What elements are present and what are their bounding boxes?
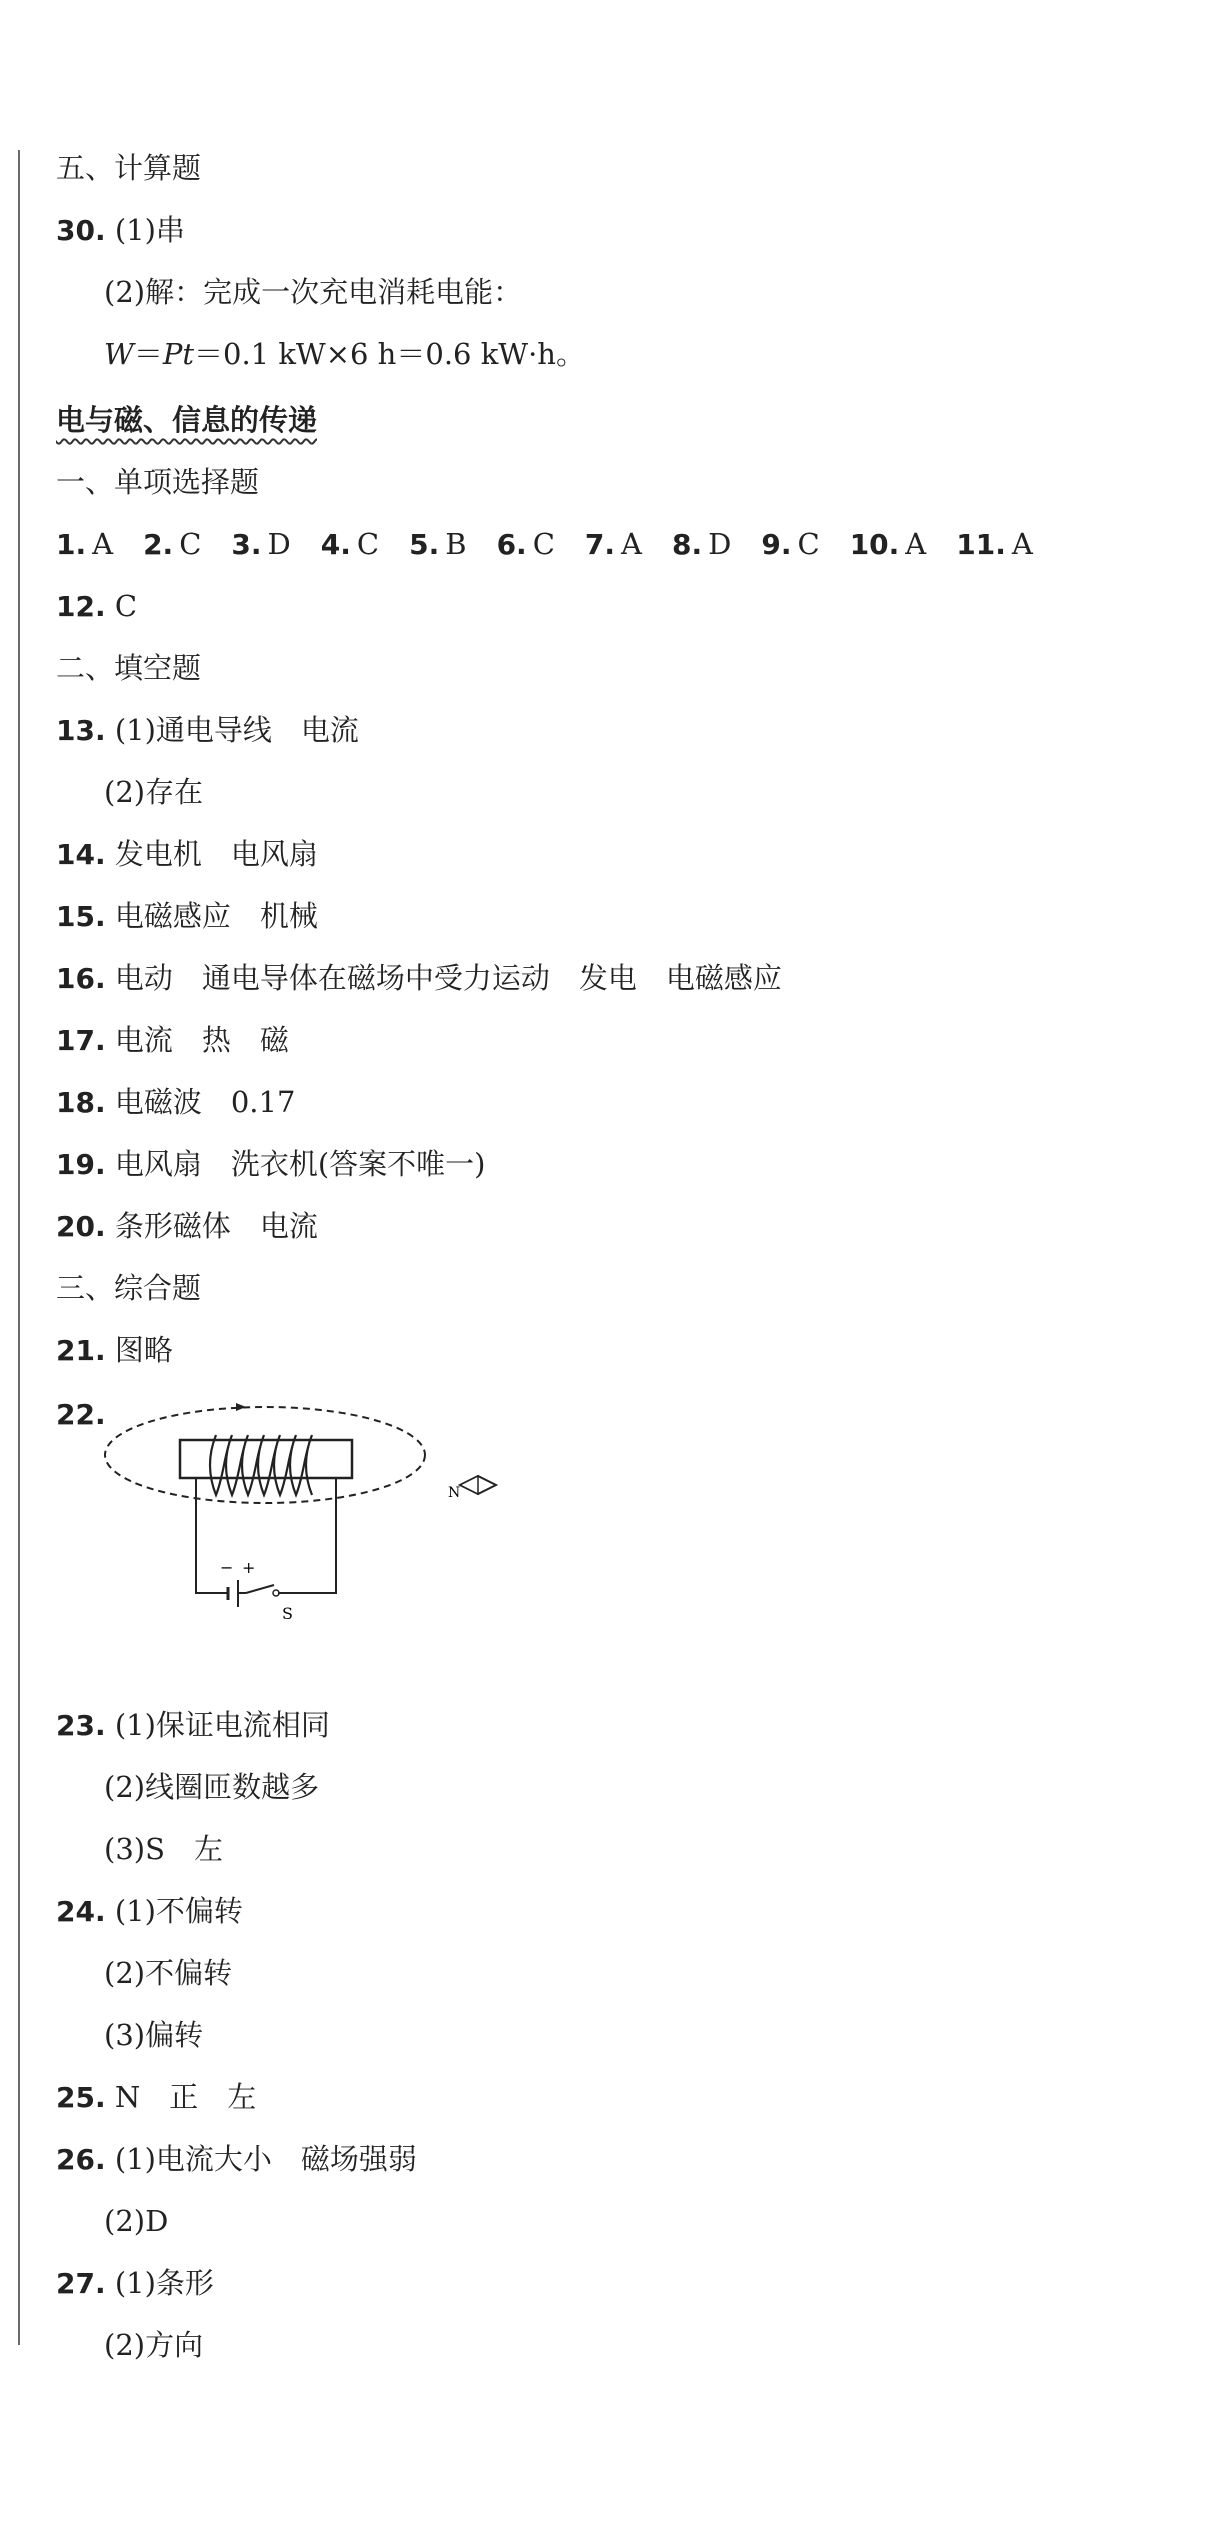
solenoid-coil [210, 1435, 312, 1495]
q30-formula [104, 334, 585, 374]
field-direction-arrow [236, 1403, 246, 1411]
q14-number: 14. [56, 838, 106, 871]
q27-line1 [56, 2263, 214, 2304]
q12-line [56, 586, 137, 627]
mc-question-number: 11. [956, 528, 1006, 561]
mc-question-number: 4. [320, 528, 351, 561]
mc-answer-item [850, 524, 927, 565]
mc-question-number: 9. [761, 528, 792, 561]
switch-blade [246, 1585, 274, 1593]
mc-question-number: 5. [409, 528, 440, 561]
q14-line [56, 834, 318, 875]
mc-answer-letter: C [179, 527, 202, 561]
solenoid-core [180, 1440, 352, 1478]
q20-line [56, 1206, 318, 1247]
mc-answer-item [56, 524, 113, 565]
mc-question-number: 1. [56, 528, 87, 561]
margin-rule [18, 150, 20, 2345]
q27-answer-2: (2)方向 [104, 2328, 204, 2362]
switch-label: S [282, 1604, 293, 1623]
q23-answer-2: (2)线圈匝数越多 [104, 1770, 320, 1804]
mc-answer-item [761, 524, 819, 565]
compass-n-label: N [448, 1485, 461, 1501]
battery-plus-label: + [242, 1558, 256, 1577]
q22-line [56, 1394, 106, 1435]
mc-answer-letter: A [621, 527, 642, 561]
q19-answer: 电风扇 洗衣机(答案不唯一) [114, 1147, 486, 1181]
mc-question-number: 10. [849, 528, 900, 561]
q12-number: 12. [56, 590, 106, 623]
q15-line [56, 896, 318, 937]
q26-number: 26. [56, 2143, 106, 2176]
mc-answer-letter: A [1011, 527, 1033, 561]
q16-answer: 电动 通电导体在磁场中受力运动 发电 电磁感应 [114, 961, 782, 995]
q19-line [56, 1144, 485, 1185]
q20-answer: 条形磁体 电流 [114, 1209, 318, 1243]
section-title-mc: 一、单项选择题 [56, 465, 260, 499]
mc-answer-item [409, 524, 466, 565]
q13-answer-1: (1)通电导线 电流 [114, 713, 359, 747]
magnetic-field-line [105, 1407, 425, 1503]
q23-number: 23. [56, 1709, 106, 1742]
mc-answer-letter: C [356, 527, 380, 561]
mc-answer-row [56, 524, 1063, 565]
q17-line [56, 1020, 289, 1061]
formula-w: W [104, 337, 134, 371]
mc-answer-letter: B [445, 527, 467, 561]
mc-question-number: 2. [143, 528, 174, 561]
mc-answer-letter: C [532, 527, 555, 561]
q15-number: 15. [56, 900, 106, 933]
mc-question-number: 8. [671, 528, 703, 561]
q26-line1 [56, 2139, 417, 2180]
mc-answer-letter: C [797, 527, 820, 561]
q25-number: 25. [56, 2081, 106, 2114]
q22-number: 22. [56, 1398, 106, 1431]
mc-answer-item [497, 524, 555, 565]
q13-answer-2: (2)存在 [104, 775, 204, 809]
mc-answer-item [672, 524, 731, 565]
mc-question-number: 7. [584, 528, 616, 561]
section-title-comprehensive: 三、综合题 [56, 1271, 202, 1305]
q26-answer-2: (2)D [104, 2204, 169, 2238]
q24-answer-2: (2)不偏转 [104, 1956, 233, 1990]
formula-pt: Pt [162, 337, 194, 371]
compass-needle-north [460, 1476, 478, 1494]
q25-answer: N 正 左 [114, 2080, 257, 2114]
q23-answer-1: (1)保证电流相同 [114, 1708, 330, 1742]
q20-number: 20. [56, 1210, 106, 1243]
chapter-heading-text: 电与磁、信息的传递 [56, 403, 318, 437]
q19-number: 19. [56, 1148, 106, 1181]
q25-line [56, 2077, 256, 2118]
q17-number: 17. [56, 1024, 106, 1057]
q17-answer: 电流 热 磁 [114, 1023, 289, 1057]
battery-minus-label: − [220, 1558, 234, 1577]
mc-answer-letter: D [708, 527, 732, 561]
section-title-calc: 五、计算题 [56, 151, 202, 185]
mc-question-number: 6. [496, 528, 527, 561]
q21-answer: 图略 [114, 1333, 173, 1367]
q23-answer-3: (3)S 左 [104, 1832, 223, 1866]
formula-eq: ＝ [133, 337, 163, 371]
q30-number: 30. [56, 214, 106, 247]
q13-line1 [56, 710, 359, 751]
q24-number: 24. [56, 1895, 106, 1928]
mc-answer-item [143, 524, 201, 565]
q18-line [56, 1082, 295, 1123]
q24-answer-3: (3)偏转 [104, 2018, 204, 2052]
q21-number: 21. [56, 1334, 106, 1367]
q13-number: 13. [56, 714, 106, 747]
q23-line1 [56, 1705, 330, 1746]
q16-line [56, 958, 782, 999]
q26-answer-1: (1)电流大小 磁场强弱 [114, 2142, 417, 2176]
q21-line [56, 1330, 173, 1371]
mc-answer-item [321, 524, 379, 565]
mc-answer-letter: D [267, 527, 291, 561]
solenoid-circuit-diagram [100, 1395, 540, 1635]
q12-answer: C [114, 589, 138, 623]
q14-answer: 发电机 电风扇 [114, 837, 318, 871]
mc-answer-letter: A [905, 527, 927, 561]
mc-question-number: 3. [231, 528, 262, 561]
section-title-fill: 二、填空题 [56, 651, 202, 685]
q16-number: 16. [56, 962, 106, 995]
q24-line1 [56, 1891, 243, 1932]
q30-answer-1: (1)串 [114, 213, 185, 247]
mc-answer-letter: A [92, 527, 114, 561]
q18-answer: 电磁波 0.17 [114, 1085, 296, 1119]
q27-number: 27. [56, 2267, 106, 2300]
circuit-wire-right [278, 1478, 336, 1593]
mc-answer-item [231, 524, 290, 565]
q18-number: 18. [56, 1086, 106, 1119]
q15-answer: 电磁感应 机械 [114, 899, 318, 933]
chapter-title [56, 400, 317, 440]
formula-rest: ＝0.1 kW×6 h＝0.6 kW·h。 [194, 337, 585, 371]
q27-answer-1: (1)条形 [114, 2266, 214, 2300]
mc-answer-item [585, 524, 642, 565]
q30-part1 [56, 210, 185, 251]
q30-part2: (2)解：完成一次充电消耗电能： [104, 275, 523, 309]
q24-answer-1: (1)不偏转 [114, 1894, 243, 1928]
mc-answer-item [956, 524, 1033, 565]
